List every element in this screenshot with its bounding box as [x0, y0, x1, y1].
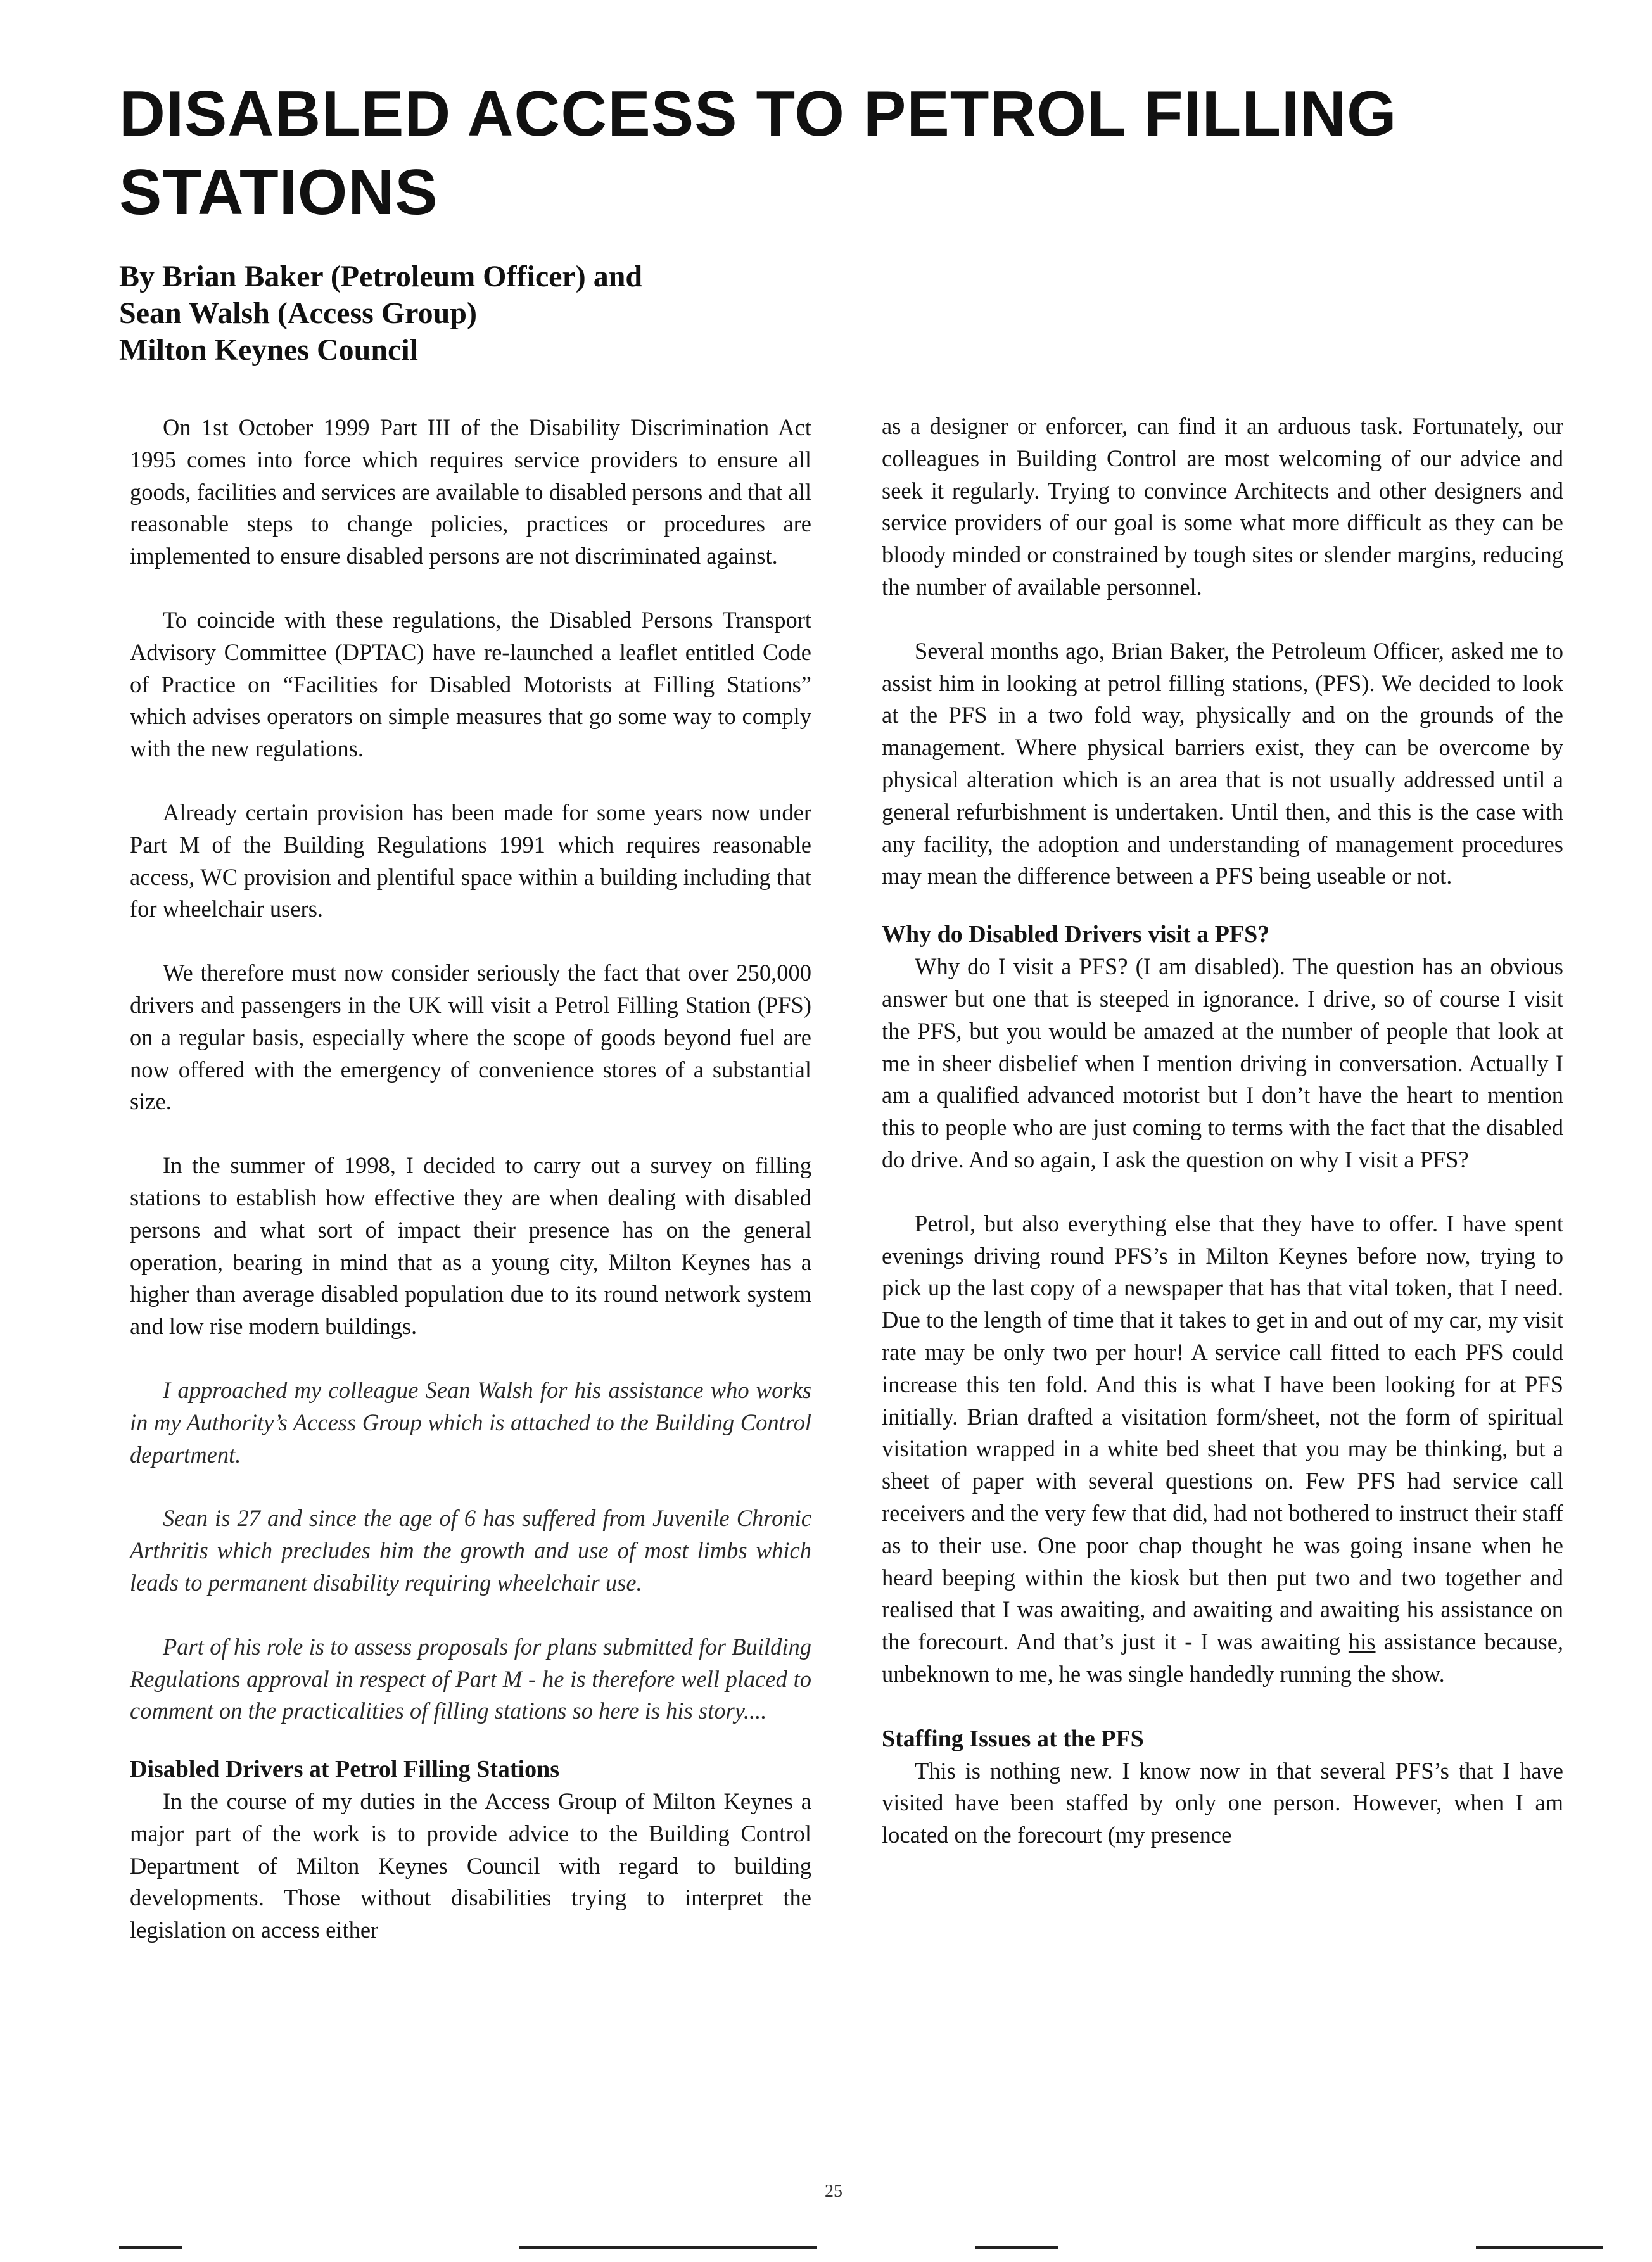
footer-rule: [119, 2246, 182, 2249]
footer-rule: [1476, 2246, 1603, 2249]
paragraph: To coincide with these regulations, the Disabled Persons Transport Advisory Committee (DPTAC) have re-launched a leaflet entitled Code of Practice on “Facilities for Disabled Motorists at Filling Stations” which advises operators on simple measures that go some way to comply with the new regulations.: [130, 606, 811, 762]
footer-rule: [519, 2246, 817, 2249]
byline: [119, 258, 943, 369]
italic-paragraph: Part of his role is to assess proposals for plans submitted for Building Regulations approval in respect of Part M - he is therefore well placed to comment on the practicalities of filling stations so here is his story....: [130, 1633, 811, 1724]
paragraph: Several months ago, Brian Baker, the Petroleum Officer, asked me to assist him in looking at petrol filling stations, (PFS). We decided to look at the PFS in a two fold way, physically and on the grounds of the management. Where physical barriers exist, they can be overcome by physical alteration which is an area that is not usually addressed until a general refurbishment is undertaken. Until then, and this is the case with any facility, the adoption and understanding of management procedures may mean the difference between a PFS being useable or not.: [882, 637, 1563, 889]
article-title: DISABLED ACCESS TO PETROL FILLING STATIONS: [119, 79, 1397, 228]
right-column: [882, 410, 1563, 1852]
byline-line-1: By Brian Baker (Petroleum Officer) and: [119, 260, 643, 293]
paragraph: [882, 1208, 1563, 1691]
footer-rule: [975, 2246, 1058, 2249]
section-heading-disabled-drivers: Disabled Drivers at Petrol Filling Stations: [130, 1756, 559, 1783]
italic-paragraph: I approached my colleague Sean Walsh for his assistance who works in my Authority’s Access Group which is attached to the Building Control department.: [130, 1376, 811, 1468]
paragraph: On 1st October 1999 Part III of the Disability Discrimination Act 1995 comes into force which requires service providers to ensure all goods, facilities and services are available to disabled persons and that all reasonable steps to change policies, practices or procedures are implemented to ensure disabled persons are not discriminated against.: [130, 414, 811, 569]
paragraph: We therefore must now consider seriously the fact that over 250,000 drivers and passengers in the UK will visit a Petrol Filling Station (PFS) on a regular basis, especially where the scope of goods beyond fuel are now offered with the emergency of convenience stores of a substantial size.: [130, 960, 811, 1115]
paragraph-text-end: assistance because, unbeknown to me, he was single handedly running the show.: [882, 1629, 1564, 1687]
underlined-word: his: [1348, 1629, 1376, 1655]
paragraph: Already certain provision has been made for some years now under Part M of the Building Regulations 1991 which requires reasonable access, WC provision and plentiful space within a building including that for wheelchair users.: [130, 799, 811, 922]
page-number: 25: [825, 2182, 842, 2201]
paragraph: In the summer of 1998, I decided to carry out a survey on filling stations to establish how effective they are when dealing with disabled persons and what sort of impact their presence has on the general operation, bearing in mind that as a young city, Milton Keynes has a higher than average disabled population due to its round network system and low rise modern buildings.: [130, 1152, 811, 1340]
section-heading-why-visit: Why do Disabled Drivers visit a PFS?: [882, 921, 1270, 948]
paragraph: as a designer or enforcer, can find it an arduous task. Fortunately, our colleagues in Building Control are most welcoming of our advice and seek it regularly. Trying to convince Architects and other designers and service providers of our goal is some what more difficult as they can be bloody minded or constrained by tough sites or slender margins, reducing the number of available personnel.: [882, 413, 1563, 600]
byline-line-3: Milton Keynes Council: [119, 333, 419, 367]
paragraph-text: Petrol, but also everything else that they have to offer. I have spent evenings driving round PFS’s in Milton Keynes before now, trying to pick up the last copy of a newspaper that has that vital token, that I need. Due to the length of time that it takes to get in and out of my car, my visit rate may be only two per hour! A service call fitted to each PFS could increase this ten fold. And this is what I have been looking for at PFS initially. Brian drafted a visitation form/sheet, not the form of spiritual visitation wrapped in a white bed sheet that you may be thinking, but a sheet of paper with several questions on. Few PFS had service call receivers and the very few that did, had not bothered to instruct their staff as to their use. One poor chap thought he was going insane when he heard beeping within the kiosk but then put two and two together and realised that I was awaiting, and awaiting and awaiting his assistance on the forecourt. And that’s just it - I was awaiting: [882, 1210, 1563, 1655]
section-heading-staffing: Staffing Issues at the PFS: [882, 1725, 1144, 1752]
paragraph: This is nothing new. I know now in that several PFS’s that I have visited have been staffed by only one person. However, when I am located on the forecourt (my presence: [882, 1757, 1563, 1848]
paragraph: Why do I visit a PFS? (I am disabled). The question has an obvious answer but one that is steeped in ignorance. I drive, so of course I visit the PFS, but you would be amazed at the number of people that look at me in sheer disbelief when I mention driving in conversation. Actually I am a qualified advanced motorist but I don’t have the heart to mention this to people who are just coming to terms with the fact that the disabled do drive. And so again, I ask the question on why I visit a PFS?: [882, 953, 1563, 1172]
italic-paragraph: Sean is 27 and since the age of 6 has suffered from Juvenile Chronic Arthritis which precludes him the growth and use of most limbs which leads to permanent disability requiring wheelchair use.: [130, 1505, 811, 1596]
byline-line-2: Sean Walsh (Access Group): [119, 296, 477, 330]
paragraph: In the course of my duties in the Access Group of Milton Keynes a major part of the work is to provide advice to the Building Control Department of Milton Keynes Council with regard to building developments. Those without disabilities trying to interpret the legislation on access either: [130, 1788, 811, 1943]
left-column: [130, 412, 811, 1947]
